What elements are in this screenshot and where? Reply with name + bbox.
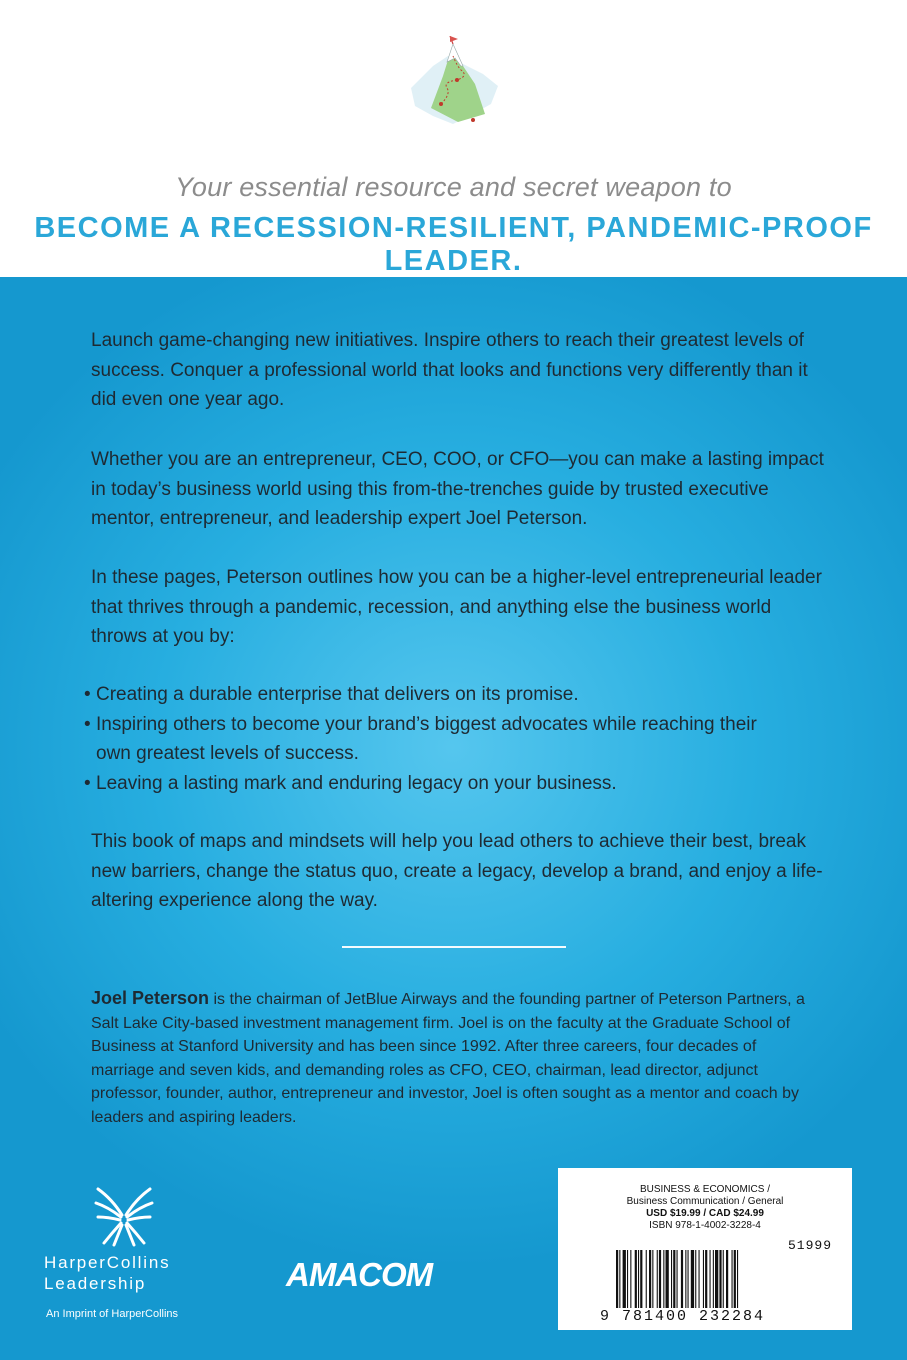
audience-paragraph: Whether you are an entrepreneur, CEO, COO, or CFO—you can make a lasting impact in today’s business world using this from-the-trenches guide by trusted executive mentor, entrepreneur, and leadership expert Joel Peterson. bbox=[91, 449, 824, 529]
barcode-stripe bbox=[652, 1250, 653, 1308]
barcode-stripe bbox=[681, 1250, 683, 1308]
barcode-stripe bbox=[646, 1250, 647, 1308]
barcode-stripe bbox=[659, 1250, 661, 1308]
barcode-stripe bbox=[685, 1250, 686, 1308]
barcode-stripe bbox=[691, 1250, 694, 1308]
barcode-stripe bbox=[630, 1250, 631, 1308]
section-divider bbox=[342, 946, 566, 948]
bullet-text: Leaving a lasting mark and enduring legacy on your business. bbox=[96, 772, 617, 794]
barcode-stripe bbox=[627, 1250, 628, 1308]
barcode-stripe bbox=[719, 1250, 721, 1308]
price-label: USD $19.99 / CAD $24.99 bbox=[646, 1208, 764, 1219]
barcode-stripe bbox=[640, 1250, 642, 1308]
barcode-stripe bbox=[734, 1250, 736, 1308]
barcode-stripe bbox=[726, 1250, 728, 1308]
barcode-stripe bbox=[732, 1250, 733, 1308]
barcode-stripe bbox=[699, 1250, 700, 1308]
tagline-headline: BECOME A RECESSION-RESILIENT, PANDEMIC-PROOF LEADER. bbox=[34, 212, 873, 277]
author-name: Joel Peterson bbox=[91, 988, 210, 1008]
butterfly-icon bbox=[94, 1185, 154, 1247]
barcode-stripe bbox=[671, 1250, 672, 1308]
publisher-line2: Leadership bbox=[44, 1274, 147, 1293]
barcode-stripe bbox=[638, 1250, 639, 1308]
barcode-stripe bbox=[666, 1250, 669, 1308]
barcode-stripe bbox=[657, 1250, 658, 1308]
price-code: 51999 bbox=[788, 1238, 833, 1253]
barcode-stripe bbox=[737, 1250, 738, 1308]
bullet-marker: • bbox=[84, 772, 91, 794]
list-item bbox=[84, 680, 784, 710]
barcode-stripe bbox=[703, 1250, 704, 1308]
barcode-stripe bbox=[635, 1250, 637, 1308]
barcode-stripe bbox=[715, 1250, 718, 1308]
barcode-bars bbox=[616, 1250, 846, 1308]
intro-paragraph: Launch game-changing new initiatives. Inspire others to reach their greatest levels of success. Conquer a professional world that looks and functions very differently than it did even one year ago. bbox=[91, 330, 808, 410]
publisher-line1: HarperCollins bbox=[44, 1253, 171, 1272]
bullet-marker: • bbox=[84, 713, 91, 735]
bullet-text: Inspiring others to become your brand’s biggest advocates while reaching their own greatest levels of success. bbox=[96, 713, 757, 764]
author-bio-text: is the chairman of JetBlue Airways and the founding partner of Peterson Partners, a Salt Lake City-based investment management firm. Joel is on the faculty at the Graduate School of Business at Stanford University and has been since 1992. After three careers, four decades of marriage and seven kids, and demanding roles as CFO, CEO, chairman, lead director, adjunct professor, founder, author, entrepreneur and investor, Joel is often sought as a mentor and coach by leaders and aspiring leaders. bbox=[91, 991, 805, 1126]
barcode-label bbox=[558, 1168, 852, 1330]
outline-paragraph: In these pages, Peterson outlines how you can be a higher-level entrepreneurial leader that thrives through a pandemic, recession, and anything else the business world throws at you by: bbox=[91, 567, 822, 647]
publisher-name bbox=[44, 1252, 214, 1294]
barcode-stripe bbox=[677, 1250, 678, 1308]
category-line2: Business Communication / General bbox=[626, 1196, 784, 1207]
author-bio bbox=[91, 987, 821, 1129]
isbn-label: ISBN 978-1-4002-3228-4 bbox=[649, 1220, 761, 1231]
harpercollins-leadership-logo bbox=[44, 1180, 214, 1330]
closing-paragraph: This book of maps and mindsets will help you lead others to achieve their best, break new barriers, change the status quo, create a legacy, develop a brand, and enjoy a life-altering experience along the way. bbox=[91, 831, 823, 911]
amacom-logo: AMACOM bbox=[286, 1256, 433, 1293]
barcode-stripe bbox=[616, 1250, 618, 1308]
barcode-stripe bbox=[710, 1250, 711, 1308]
category-line1: BUSINESS & ECONOMICS / bbox=[639, 1184, 771, 1195]
mountain-map-icon bbox=[403, 36, 503, 136]
barcode-stripe bbox=[723, 1250, 724, 1308]
barcode-stripe bbox=[713, 1250, 714, 1308]
tagline-intro: Your essential resource and secret weapon to bbox=[175, 172, 732, 202]
imprint-label: An Imprint of HarperCollins bbox=[46, 1308, 179, 1320]
barcode-stripe bbox=[619, 1250, 620, 1308]
barcode-stripe bbox=[688, 1250, 689, 1308]
bullet-text: Creating a durable enterprise that delivers on its promise. bbox=[96, 684, 579, 705]
bullet-marker: • bbox=[84, 684, 91, 705]
barcode-stripe bbox=[673, 1250, 675, 1308]
barcode-stripe bbox=[623, 1250, 626, 1308]
barcode-stripe bbox=[695, 1250, 696, 1308]
ean-digits: 9 781400 232284 bbox=[600, 1308, 766, 1325]
barcode-stripe bbox=[663, 1250, 664, 1308]
barcode-stripe bbox=[649, 1250, 651, 1308]
barcode-stripe bbox=[705, 1250, 707, 1308]
list-item bbox=[84, 710, 784, 769]
top-header-band bbox=[0, 0, 907, 277]
benefits-list bbox=[84, 680, 784, 798]
list-item bbox=[84, 769, 784, 799]
